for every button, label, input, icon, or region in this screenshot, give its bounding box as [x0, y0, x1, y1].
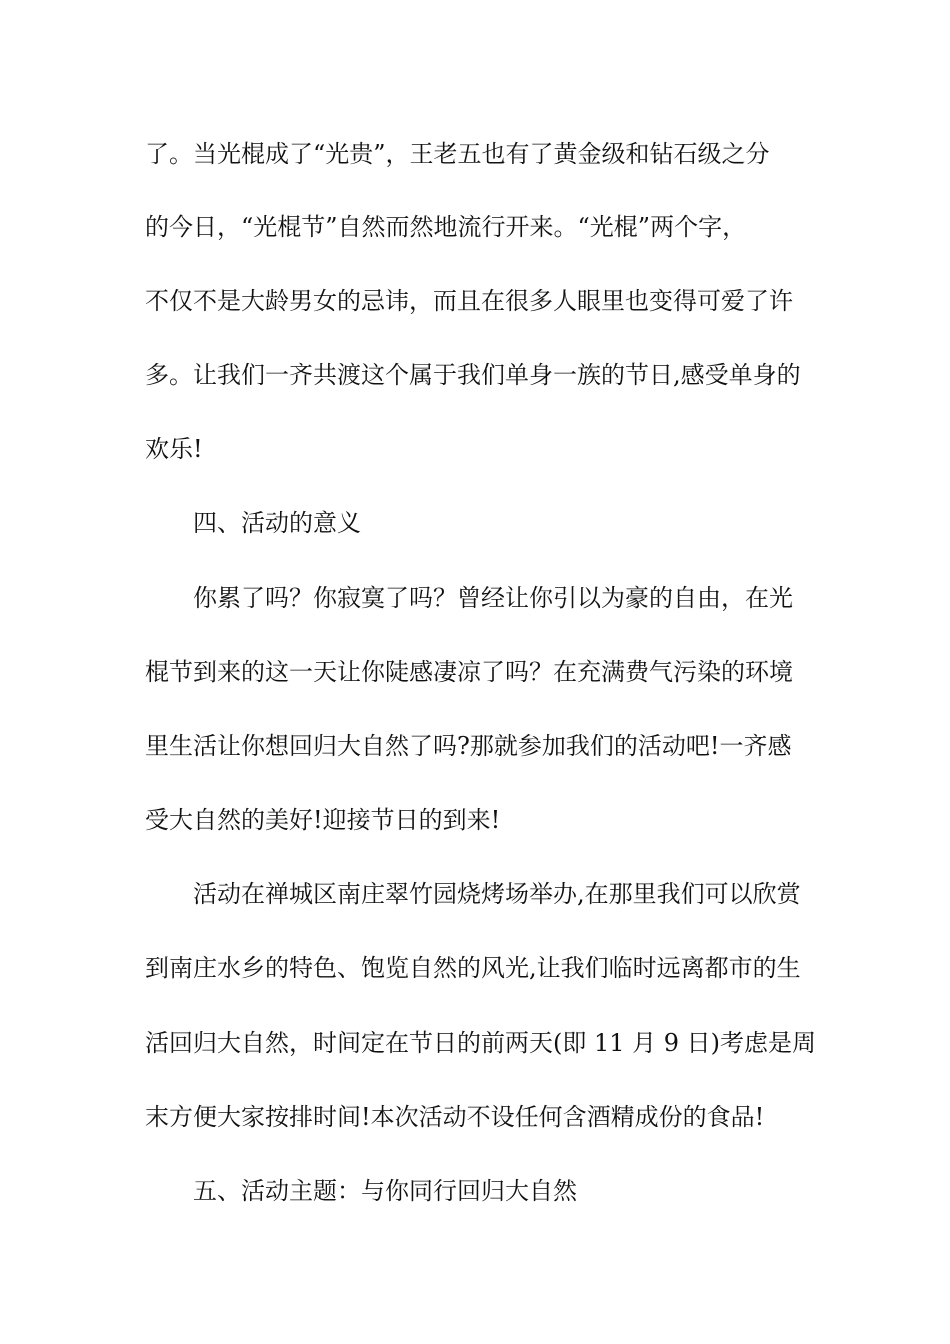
paragraph-line: 多。让我们一齐共渡这个属于我们单身一族的节日,感受单身的	[145, 361, 801, 389]
paragraph-line: 欢乐!	[145, 435, 203, 463]
paragraph-line: 到南庄水乡的特色、饱览自然的风光,让我们临时远离都市的生	[145, 954, 801, 982]
paragraph-line: 不仅不是大龄男女的忌讳，而且在很多人眼里也变得可爱了许	[145, 287, 793, 315]
paragraph-line: 你累了吗？你寂寞了吗？曾经让你引以为豪的自由，在光	[193, 584, 793, 612]
section-heading: 四、活动的意义	[193, 509, 361, 537]
section-heading: 五、活动主题：与你同行回归大自然	[193, 1177, 577, 1205]
paragraph-line: 活动在禅城区南庄翠竹园烧烤场举办,在那里我们可以欣赏	[193, 880, 801, 908]
paragraph-line: 的今日，“光棍节”自然而然地流行开来。“光棍”两个字，	[145, 213, 747, 241]
paragraph-line: 棍节到来的这一天让你陡感凄凉了吗？在充满费气污染的环境	[145, 658, 793, 686]
paragraph-line: 末方便大家按排时间!本次活动不设任何含酒精成份的食品!	[145, 1103, 765, 1131]
paragraph-line: 里生活让你想回归大自然了吗?那就参加我们的活动吧!一齐感	[145, 732, 792, 760]
paragraph-line: 了。当光棍成了“光贵”，王老五也有了黄金级和钻石级之分	[145, 140, 770, 168]
paragraph-line: 受大自然的美好!迎接节日的到来!	[145, 806, 501, 834]
paragraph-line: 活回归大自然，时间定在节日的前两天(即 11 月 9 日)考虑是周	[145, 1029, 817, 1057]
